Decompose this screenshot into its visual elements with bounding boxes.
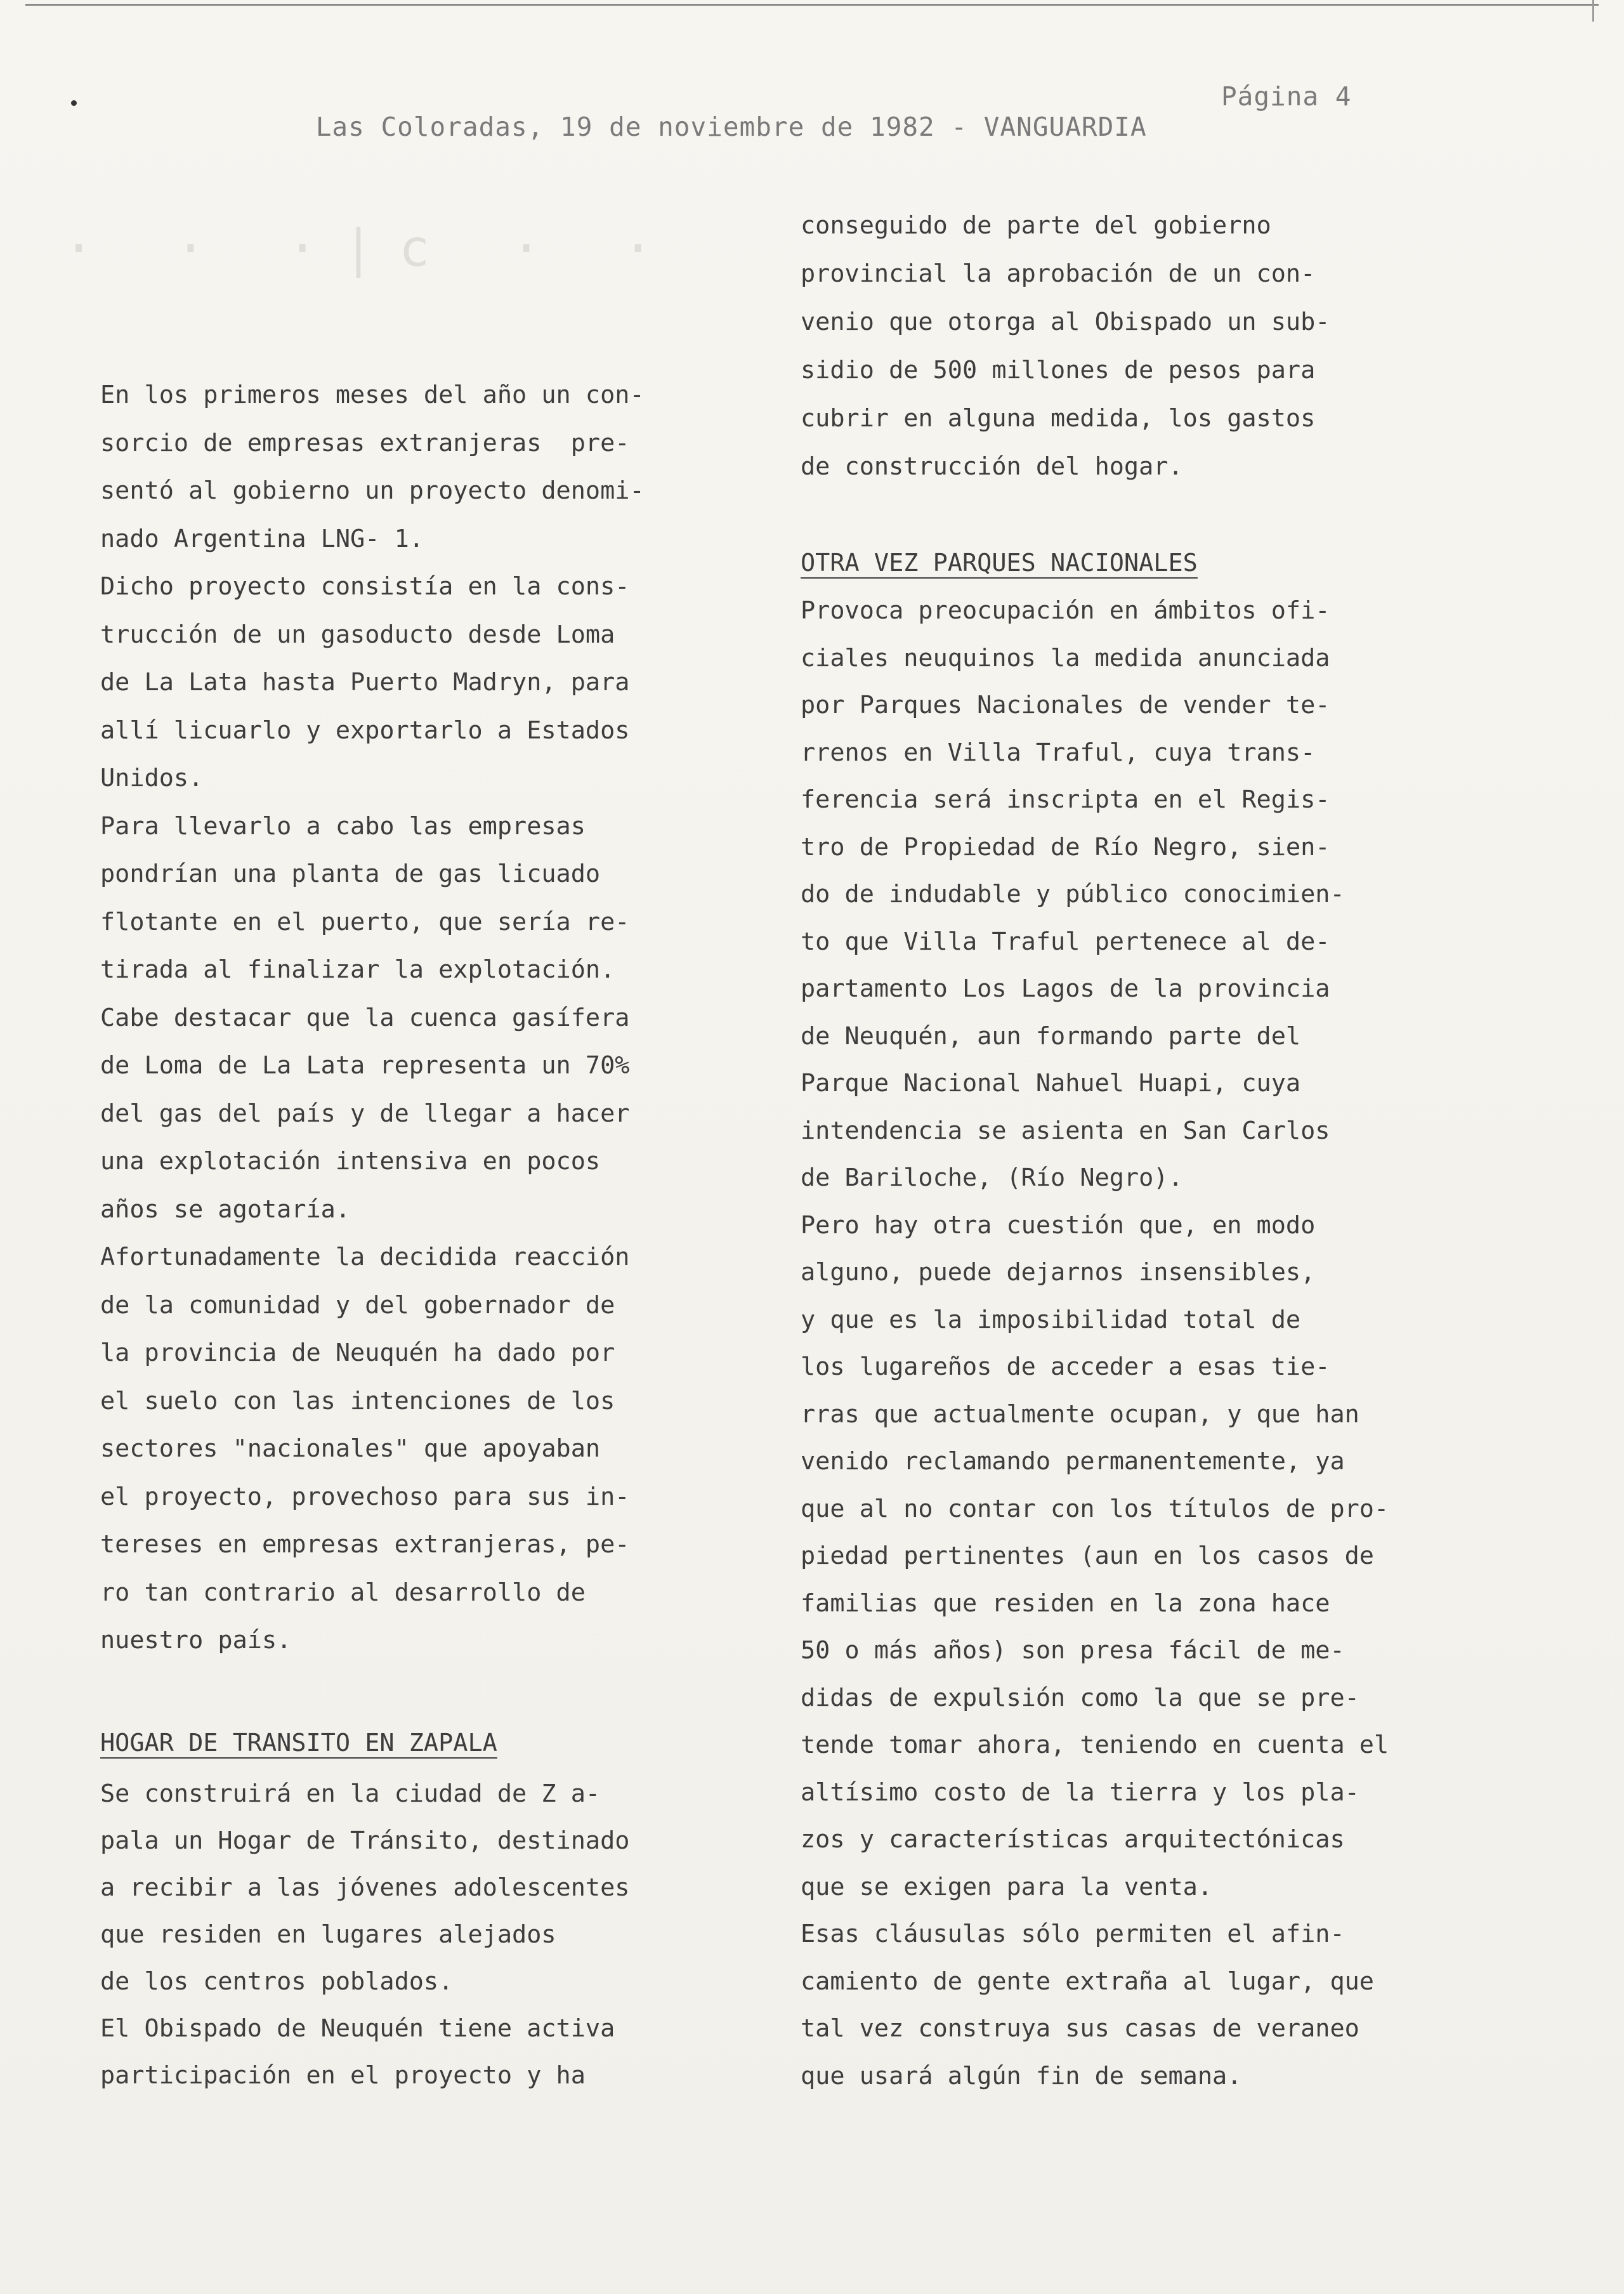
text-line: los lugareños de acceder a esas tie- (801, 1353, 1330, 1381)
text-line: venido reclamando permanentemente, ya (801, 1447, 1345, 1476)
text-line: de Neuquén, aun formando parte del (801, 1021, 1301, 1051)
text-line: trucción de un gasoducto desde Loma (100, 620, 615, 649)
text-line: ferencia será inscripta en el Regis- (801, 785, 1330, 814)
section-heading-hogar: HOGAR DE TRANSITO EN ZAPALA (100, 1729, 497, 1757)
text-line: allí licuarlo y exportarlo a Estados (100, 716, 630, 745)
text-line: el suelo con las intenciones de los (100, 1386, 615, 1415)
text-line: Pero hay otra cuestión que, en modo (801, 1210, 1316, 1240)
page-number: Página 4 (1221, 81, 1352, 112)
text-line: En los primeros meses del año un con- (100, 381, 645, 409)
text-line: Afortunadamente la decidida reacción (100, 1243, 630, 1271)
text-line: Parque Nacional Nahuel Huapi, cuya (801, 1069, 1301, 1098)
text-line: partamento Los Lagos de la provincia (801, 974, 1330, 1003)
text-line: años se agotaría. (100, 1195, 351, 1224)
text-line: nuestro país. (100, 1626, 292, 1655)
text-line: sectores "nacionales" que apoyaban (100, 1434, 601, 1463)
text-line: ciales neuquinos la medida anunciada (801, 643, 1330, 672)
text-line: una explotación intensiva en pocos (100, 1147, 601, 1176)
text-line: rras que actualmente ocupan, y que han (801, 1399, 1359, 1429)
text-line: Provoca preocupación en ámbitos ofi- (801, 596, 1330, 625)
text-line: tirada al finalizar la explotación. (100, 955, 615, 984)
text-line: sorcio de empresas extranjeras pre- (100, 428, 630, 457)
text-line: que al no contar con los títulos de pro- (801, 1494, 1389, 1523)
text-line: provincial la aprobación de un con- (801, 259, 1316, 288)
page-header (251, 81, 1380, 203)
text-line: Dicho proyecto consistía en la cons- (100, 572, 630, 601)
text-line: pondrían una planta de gas licuado (100, 860, 601, 888)
text-line: ro tan contrario al desarrollo de (100, 1578, 586, 1607)
text-line: intendencia se asienta en San Carlos (801, 1116, 1330, 1145)
text-line: piedad pertinentes (aun en los casos de (801, 1542, 1374, 1570)
text-line: sentó al gobierno un proyecto denomi- (100, 476, 645, 505)
text-line: familias que residen en la zona hace (801, 1589, 1330, 1618)
text-line: didas de expulsión como la que se pre- (801, 1683, 1359, 1712)
text-line: que se exigen para la venta. (801, 1872, 1213, 1901)
text-line: sidio de 500 millones de pesos para (801, 356, 1316, 384)
text-line: por Parques Nacionales de vender te- (801, 691, 1330, 719)
text-line: flotante en el puerto, que sería re- (100, 907, 630, 936)
text-line: la provincia de Neuquén ha dado por (100, 1339, 615, 1367)
corner-mark (1592, 0, 1594, 22)
text-line: cubrir en alguna medida, los gastos (801, 404, 1316, 433)
text-line: Esas cláusulas sólo permiten el afin- (801, 1920, 1345, 1948)
text-line: tal vez construya sus casas de veraneo (801, 2014, 1359, 2043)
text-line: venio que otorga al Obispado un sub- (801, 308, 1330, 336)
text-line: de La Lata hasta Puerto Madryn, para (100, 668, 630, 697)
text-line: a recibir a las jóvenes adolescentes (100, 1873, 630, 1902)
text-line: Se construirá en la ciudad de Z a- (100, 1779, 601, 1808)
text-line: altísimo costo de la tierra y los pla- (801, 1778, 1359, 1807)
text-line: 50 o más años) son presa fácil de me- (801, 1636, 1345, 1665)
text-line: to que Villa Traful pertenece al de- (801, 927, 1330, 956)
text-line: de Loma de La Lata representa un 70% (100, 1051, 630, 1080)
ink-dot (71, 100, 77, 106)
text-line: rrenos en Villa Traful, cuya trans- (801, 738, 1316, 767)
text-line: Para llevarlo a cabo las empresas (100, 811, 586, 841)
text-line: tende tomar ahora, teniendo en cuenta el (801, 1731, 1389, 1759)
text-line: de los centros poblados. (100, 1967, 454, 1996)
text-line: tereses en empresas extranjeras, pe- (100, 1530, 630, 1559)
text-line: Unidos. (100, 764, 204, 792)
text-line: El Obispado de Neuquén tiene activa (100, 2014, 615, 2043)
text-line: el proyecto, provechoso para sus in- (100, 1482, 630, 1511)
text-line: de la comunidad y del gobernador de (100, 1290, 615, 1320)
text-line: del gas del país y de llegar a hacer (100, 1099, 630, 1128)
text-line: pala un Hogar de Tránsito, destinado (100, 1826, 630, 1855)
text-line: de Bariloche, (Río Negro). (801, 1163, 1183, 1192)
dateline: Las Coloradas, 19 de noviembre de 1982 - VANGUARDIA (315, 112, 1147, 142)
text-line: que usará algún fin de semana. (801, 2061, 1242, 2090)
text-line: camiento de gente extraña al lugar, que (801, 1967, 1374, 1996)
text-line: que residen en lugares alejados (100, 1920, 556, 1949)
text-line: zos y características arquitectónicas (801, 1825, 1345, 1854)
text-line: tro de Propiedad de Río Negro, sien- (801, 832, 1330, 862)
text-line: do de indudable y público conocimien- (801, 880, 1345, 908)
text-line: participación en el proyecto y ha (100, 2061, 586, 2090)
faded-ink-smudge: · · ·|c · · (63, 219, 679, 278)
text-line: Cabe destacar que la cuenca gasífera (100, 1003, 630, 1032)
top-rule (25, 4, 1599, 6)
text-line: y que es la imposibilidad total de (801, 1305, 1301, 1334)
section-heading-parques: OTRA VEZ PARQUES NACIONALES (801, 549, 1198, 577)
text-line: conseguido de parte del gobierno (801, 211, 1271, 240)
text-line: de construcción del hogar. (801, 452, 1183, 481)
text-line: nado Argentina LNG- 1. (100, 524, 424, 553)
text-line: alguno, puede dejarnos insensibles, (801, 1258, 1316, 1287)
